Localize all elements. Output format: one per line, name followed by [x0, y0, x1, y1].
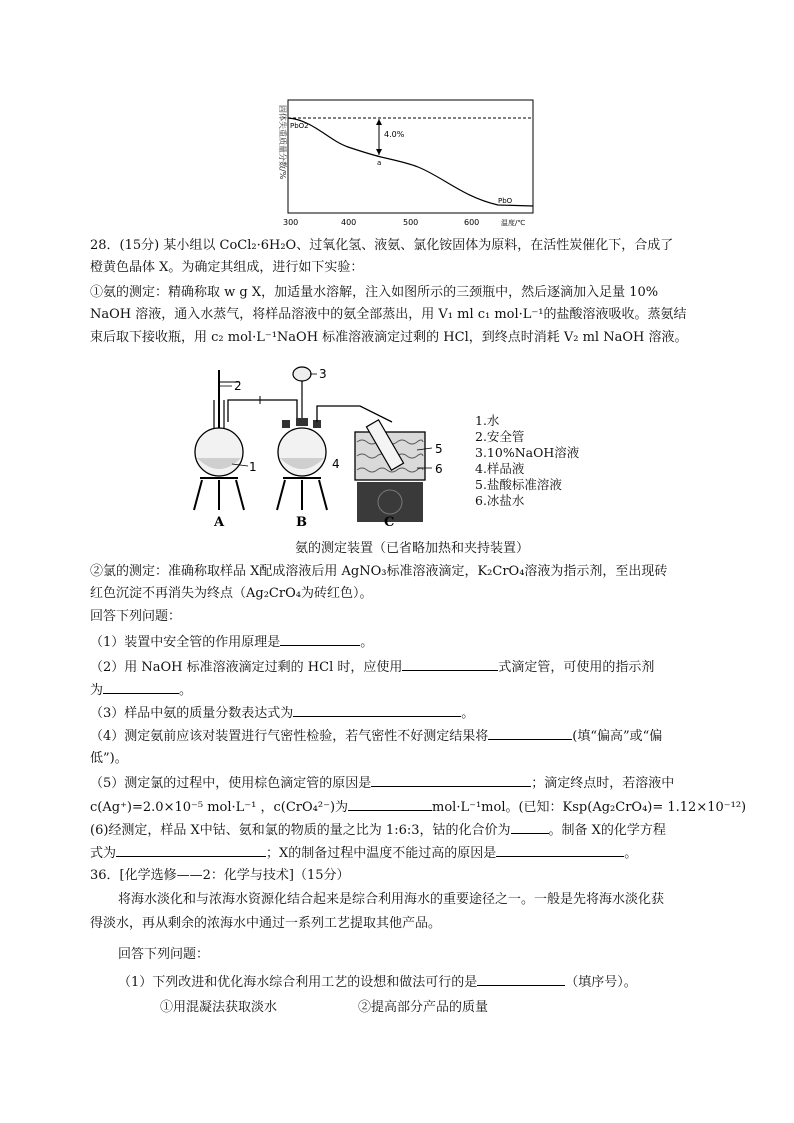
- q28-sub6-b: [90, 843, 637, 864]
- legend-item: 5.盐酸标准溶液: [475, 477, 562, 492]
- q36-sub1: [118, 972, 637, 993]
- legend-item: 6.冰盐水: [475, 493, 525, 508]
- label-4: 4: [332, 457, 340, 471]
- q28-sub5-c: [90, 797, 746, 818]
- q28-sub5-text-b: ；滴定终点时，若溶液中: [531, 776, 675, 791]
- graph-xtick-500: 500: [403, 218, 419, 227]
- graph-y-label: 固体失重质量分数/%: [278, 105, 287, 180]
- q28-sub1: [90, 632, 373, 653]
- answer-blank[interactable]: [402, 657, 498, 671]
- flask-label-b: B: [296, 515, 307, 530]
- q28-sub2-text-b: 式滴定管，可使用的指示剂: [498, 660, 655, 675]
- q36-para-1: 将海水淡化和与浓海水资源化结合起来是综合利用海水的重要途径之一。一般是先将海水淡化获: [118, 892, 665, 907]
- apparatus-legend: [475, 413, 579, 509]
- q28-intro-2: 橙黄色晶体 X。为确定其组成，进行如下实验：: [90, 260, 364, 275]
- answer-blank[interactable]: [496, 843, 624, 857]
- answer-blank[interactable]: [103, 680, 179, 694]
- mass-loss-curve: [288, 118, 533, 206]
- q28-sub5-text-d: mol·L⁻¹mol。(已知：Ksp(Ag₂CrO₄)= 1.12×10⁻¹²): [432, 800, 747, 815]
- q36-title: 36．[化学选修——2：化学与技术]（15分）: [90, 868, 350, 883]
- q28-sub5-a: [90, 773, 674, 794]
- mass-loss-graph: [268, 95, 538, 235]
- beaker-c: [355, 420, 425, 522]
- q28-answer-intro: 回答下列问题：: [90, 609, 182, 624]
- label-5: 5: [435, 442, 443, 456]
- apparatus-caption: 氨的测定装置（已省略加热和夹持装置）: [295, 541, 530, 556]
- q28-step1-a: ①氨的测定：精确称取 w g X，加适量水溶解，注入如图所示的三颈瓶中，然后逐滴加入足量 10%: [90, 285, 659, 300]
- q28-sub4-text: （4）测定氨前应该对装置进行气密性检验，若气密性不好测定结果将: [90, 729, 489, 744]
- label-3: 3: [319, 367, 327, 381]
- q28-sub6-a: [90, 820, 666, 841]
- q36-option-1: ①用混凝法获取淡水: [160, 1000, 278, 1015]
- q36-sub1-text: （1）下列改进和优化海水综合利用工艺的设想和做法可行的是: [118, 975, 478, 990]
- label-1: 1: [249, 460, 257, 474]
- punct: 。: [461, 706, 475, 721]
- q28-sub6-text-d: ；X的制备过程中温度不能过高的原因是: [266, 846, 497, 861]
- answer-blank[interactable]: [116, 843, 266, 857]
- punct: 。: [624, 846, 638, 861]
- ammonia-apparatus: [192, 360, 467, 535]
- punct: 。: [179, 683, 193, 698]
- q28-sub5-text: （5）测定氯的过程中，使用棕色滴定管的原因是: [90, 776, 372, 791]
- punct: 。: [360, 635, 374, 650]
- q28-sub6-text-b: 。制备 X的化学方程: [548, 823, 666, 838]
- answer-blank[interactable]: [511, 820, 549, 834]
- q28-sub4-c: 低”)。: [90, 751, 128, 766]
- flask-b: [277, 367, 327, 510]
- flask-label-c: C: [384, 515, 395, 530]
- q28-step2-b: 红色沉淀不再消失为终点（Ag₂CrO₄为砖红色）。: [90, 586, 373, 601]
- q28-sub4-text-b: (填“偏高”或“偏: [572, 729, 663, 744]
- q28-sub3-text: （3）样品中氨的质量分数表达式为: [90, 706, 294, 721]
- q36-sub1-end: （填序号）。: [565, 975, 637, 990]
- graph-x-label: 温度/℃: [501, 219, 526, 227]
- graph-label-pbo: PbO: [498, 197, 513, 205]
- q28-sub2-c: [90, 680, 192, 701]
- flask-label-a: A: [214, 515, 225, 530]
- q28-sub3: [90, 703, 474, 724]
- q36-answer-intro: 回答下列问题：: [118, 947, 210, 962]
- q28-sub2-text-c: 为: [90, 683, 104, 698]
- label-2: 2: [234, 379, 242, 393]
- legend-item: 1.水: [475, 413, 500, 428]
- answer-blank[interactable]: [477, 972, 565, 986]
- answer-blank[interactable]: [293, 703, 461, 717]
- q28-intro-1: 28．(15分) 某小组以 CoCl₂·6H₂O、过氧化氢、液氨、氯化铵固体为原料，在活性炭催化下，合成了: [90, 238, 674, 253]
- answer-blank[interactable]: [371, 773, 531, 787]
- legend-item: 2.安全管: [475, 429, 525, 444]
- q28-step1-b: NaOH 溶液，通入水蒸气，将样品溶液中的氨全部蒸出，用 V₁ ml c₁ mol·L⁻¹的盐酸溶液吸收。蒸氨结: [90, 307, 687, 322]
- q28-step2-a: ②氯的测定：准确称取样品 X配成溶液后用 AgNO₃标准溶液滴定，K₂CrO₄溶液为指示剂，至出现砖: [90, 564, 668, 579]
- q28-sub6-text: (6)经测定，样品 X中钴、氨和氯的物质的量之比为 1:6:3，钴的化合价为: [90, 823, 511, 838]
- q28-step1-c: 束后取下接收瓶，用 c₂ mol·L⁻¹NaOH 标准溶液滴定过剩的 HCl，到终点时消耗 V₂ ml NaOH 溶液。: [90, 330, 688, 345]
- legend-item: 4.样品液: [475, 461, 525, 476]
- graph-label-pbo2: PbO2: [290, 122, 309, 130]
- graph-xtick-600: 600: [464, 218, 480, 227]
- answer-blank[interactable]: [348, 797, 432, 811]
- q28-sub2-a: [90, 657, 654, 678]
- label-6: 6: [435, 462, 443, 476]
- graph-label-a: a: [377, 159, 382, 167]
- q28-sub1-text: （1）装置中安全管的作用原理是: [90, 635, 281, 650]
- graph-label-pct: 4.0%: [384, 130, 405, 139]
- graph-xtick-400: 400: [341, 218, 357, 227]
- q36-para-2: 得淡水，再从剩余的浓海水中通过一系列工艺提取其他产品。: [90, 916, 442, 931]
- q28-sub4-a: [90, 726, 662, 747]
- graph-xtick-300: 300: [283, 218, 299, 227]
- legend-item: 3.10%NaOH溶液: [475, 445, 580, 460]
- q28-sub6-text-c: 式为: [90, 846, 117, 861]
- q36-option-2: ②提高部分产品的质量: [358, 1000, 489, 1015]
- answer-blank[interactable]: [488, 726, 572, 740]
- q28-sub5-text-c: c(Ag⁺)=2.0×10⁻⁵ mol·L⁻¹ ，c(CrO₄²⁻)为: [90, 800, 349, 815]
- answer-blank[interactable]: [280, 632, 360, 646]
- q28-sub2-text: （2）用 NaOH 标准溶液滴定过剩的 HCl 时，应使用: [90, 660, 403, 675]
